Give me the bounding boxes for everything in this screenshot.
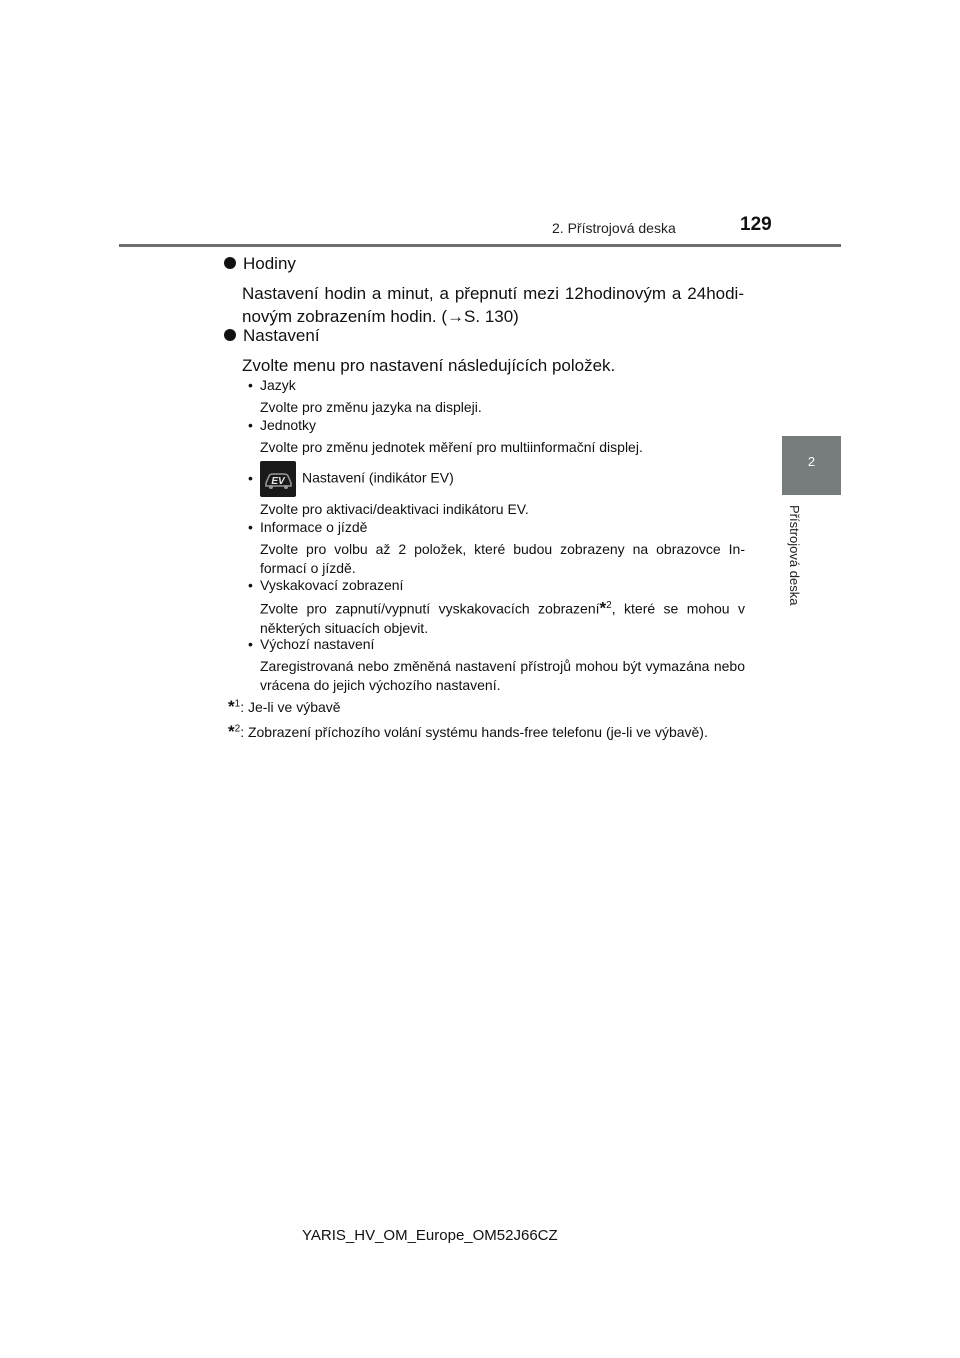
list-item-drive-info: • Informace o jízdě bbox=[248, 519, 368, 535]
list-item-desc: Zvolte pro aktivaci/deaktivaci indikátoru EV. bbox=[260, 501, 529, 517]
list-item-desc: Zvolte pro změnu jednotek měření pro multiinformační displej. bbox=[260, 439, 643, 455]
bullet-dot-icon bbox=[224, 257, 236, 269]
document-code: YARIS_HV_OM_Europe_OM52J66CZ bbox=[302, 1227, 558, 1244]
section-title: Hodiny bbox=[243, 254, 296, 273]
list-item-defaults: • Výchozí nastavení bbox=[248, 636, 375, 652]
section-heading-settings bbox=[224, 326, 320, 346]
svg-text:EV: EV bbox=[271, 476, 285, 487]
section-heading-clock bbox=[224, 254, 296, 274]
section-text-settings: Zvolte menu pro nastavení následujících položek. bbox=[242, 356, 616, 375]
chapter-number: 2 bbox=[807, 454, 816, 469]
section-title: Nastavení bbox=[243, 326, 320, 345]
chapter-tab bbox=[782, 436, 841, 495]
chapter-label: Přístrojová deska bbox=[787, 505, 802, 606]
list-item-popup: • Vyskakovací zobrazení bbox=[248, 577, 404, 593]
chapter-side-label bbox=[788, 505, 802, 625]
bullet-dot-icon bbox=[224, 329, 236, 341]
footnote-2: *$^2$: Zobrazení příchozího volání systému hands-free telefonu (je-li ve výbavě). bbox=[228, 722, 708, 741]
ev-indicator-icon bbox=[260, 461, 296, 497]
list-item-desc: Zvolte pro změnu jazyka na displeji. bbox=[260, 399, 482, 415]
footnote-1: *$^1$: Je-li ve výbavě bbox=[228, 697, 341, 716]
list-item-language: • Jazyk bbox=[248, 377, 296, 393]
list-item-units: • Jednotky bbox=[248, 417, 317, 433]
list-item-desc: Zaregistrovaná nebo změněná nastavení přístrojů mohou být vymazána nebo vrácena do jejich výchozího nastavení. bbox=[260, 658, 745, 693]
header-section-title: 2. Přístrojová deska bbox=[552, 220, 676, 236]
section-text-clock: Nastavení hodin a minut, a přepnutí mezi 12hodinovým a 24hodi-novým zobrazením hodin. (→S. 130) bbox=[242, 284, 744, 326]
list-item-ev-indicator: • EV Nastavení (indikátor EV) bbox=[248, 461, 454, 497]
list-item-desc: Zvolte pro zapnutí/vypnutí vyskakovacích zobrazení*$^2$, které se mohou v některých situacích objevit. bbox=[260, 598, 745, 636]
list-item-desc: Zvolte pro volbu až 2 položek, které budou zobrazeny na obrazovce In-formací o jízdě. bbox=[260, 541, 745, 576]
header-divider bbox=[119, 244, 841, 247]
page-number: 129 bbox=[740, 214, 772, 235]
